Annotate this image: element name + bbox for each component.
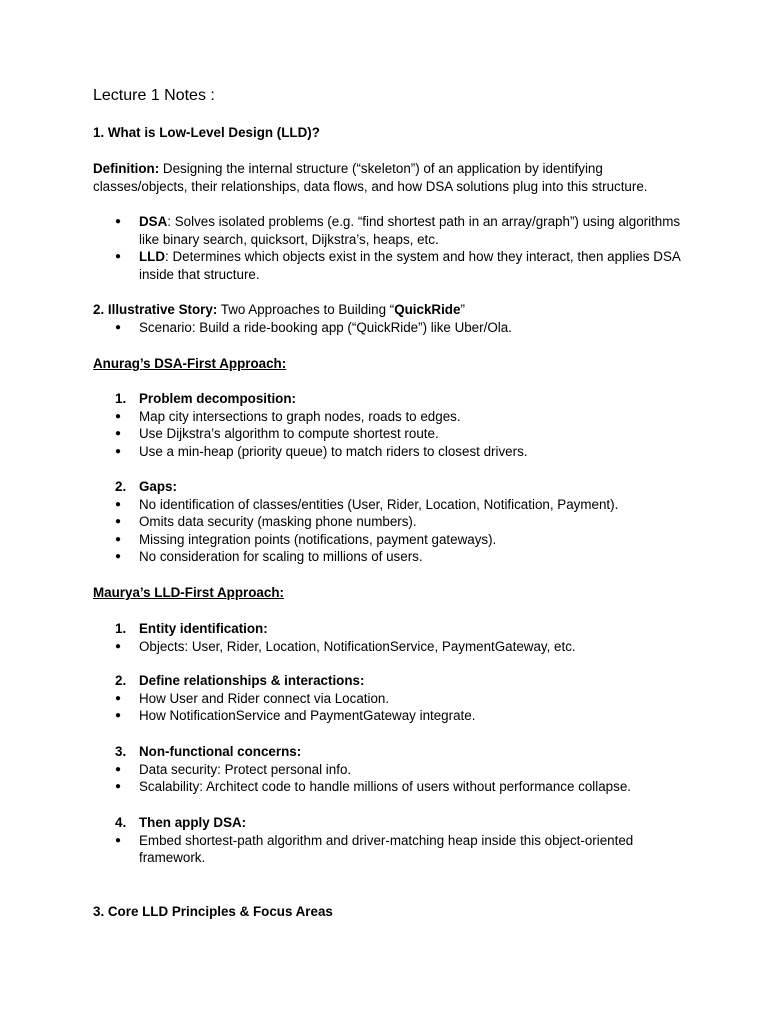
anurag-item-2-bullets	[93, 496, 683, 566]
item-title: Then apply DSA:	[139, 815, 247, 830]
item-title: Gaps:	[139, 479, 177, 494]
section-3-heading: 3. Core LLD Principles & Focus Areas	[93, 904, 333, 919]
definition-label: Definition:	[93, 161, 160, 176]
anurag-heading: Anurag’s DSA-First Approach:	[93, 356, 287, 371]
list-item: ● Data security: Protect personal info.	[93, 761, 683, 779]
item-title: Define relationships & interactions:	[139, 673, 365, 688]
maurya-item-3-bullets	[93, 761, 683, 796]
list-item	[93, 213, 683, 248]
section-1-heading: 1. What is Low-Level Design (LLD)?	[93, 125, 320, 140]
bullet-label: LLD	[139, 249, 166, 265]
item-title: Non-functional concerns:	[139, 744, 302, 759]
list-item: ● How NotificationService and PaymentGateway integrate.	[93, 707, 683, 725]
definition-paragraph	[93, 160, 683, 195]
item-number: 4.	[115, 815, 127, 830]
list-item: ● Scalability: Architect code to handle millions of users without performance collapse.	[93, 778, 683, 796]
bullet-label: DSA	[139, 214, 168, 229]
numbered-heading	[93, 672, 683, 690]
list-item: ● Map city intersections to graph nodes, roads to edges.	[93, 408, 683, 426]
list-item: ● Use a min-heap (priority queue) to match riders to closest drivers.	[93, 443, 683, 461]
item-title: Problem decomposition:	[139, 391, 296, 406]
closing-quote: ”	[460, 302, 465, 317]
page-title: Lecture 1 Notes :	[93, 87, 215, 104]
section-1-bullets	[93, 213, 683, 283]
anurag-item-1-bullets	[93, 408, 683, 461]
list-item: ● Scenario: Build a ride-booking app (“QuickRide”) like Uber/Ola.	[93, 319, 683, 337]
maurya-heading: Maurya’s LLD-First Approach:	[93, 585, 284, 600]
quickride-name: QuickRide	[394, 302, 461, 317]
maurya-item-1-bullets	[93, 638, 683, 656]
maurya-item-2	[93, 672, 683, 725]
numbered-heading	[93, 814, 683, 832]
section-2-label: 2. Illustrative Story:	[93, 302, 218, 317]
list-item: ● How User and Rider connect via Location.	[93, 690, 683, 708]
item-number: 2.	[115, 673, 127, 688]
numbered-heading	[93, 390, 683, 408]
maurya-item-4	[93, 814, 683, 867]
item-number: 1.	[115, 621, 127, 636]
list-item: ● Omits data security (masking phone numbers).	[93, 513, 683, 531]
bullet-text: : Solves isolated problems (e.g. “find shortest path in an array/graph”) using algorithms like binary search, quicksort, Dijkstra’s, heaps, etc.	[139, 214, 681, 247]
list-item	[93, 248, 683, 283]
maurya-item-1	[93, 620, 683, 655]
section-2-heading	[93, 301, 683, 319]
list-item: ● Embed shortest-path algorithm and driver-matching heap inside this object-oriented framework.	[93, 832, 683, 867]
definition-text: Designing the internal structure (“skeleton”) of an application by identifying classes/objects, their relationships, data flows, and how DSA solutions plug into this structure.	[93, 161, 648, 194]
list-item: ● Objects: User, Rider, Location, NotificationService, PaymentGateway, etc.	[93, 638, 683, 656]
item-number: 3.	[115, 744, 127, 759]
numbered-heading	[93, 743, 683, 761]
list-item: ● Use Dijkstra’s algorithm to compute shortest route.	[93, 425, 683, 443]
list-item: ● No identification of classes/entities (User, Rider, Location, Notification, Payment).	[93, 496, 683, 514]
item-number: 1.	[115, 391, 127, 406]
list-item: ● Missing integration points (notifications, payment gateways).	[93, 531, 683, 549]
item-number: 2.	[115, 479, 127, 494]
section-2-text: Two Approaches to Building “	[217, 302, 395, 317]
numbered-heading	[93, 478, 683, 496]
maurya-item-2-bullets	[93, 690, 683, 725]
anurag-item-2	[93, 478, 683, 566]
anurag-item-1	[93, 390, 683, 460]
item-title: Entity identification:	[139, 621, 268, 636]
list-item: ● No consideration for scaling to millions of users.	[93, 548, 683, 566]
bullet-text: : Determines which objects exist in the system and how they interact, then applies DSA inside that structure.	[139, 249, 681, 282]
numbered-heading	[93, 620, 683, 638]
section-2-bullets	[93, 319, 683, 337]
maurya-item-4-bullets	[93, 832, 683, 867]
maurya-item-3	[93, 743, 683, 796]
